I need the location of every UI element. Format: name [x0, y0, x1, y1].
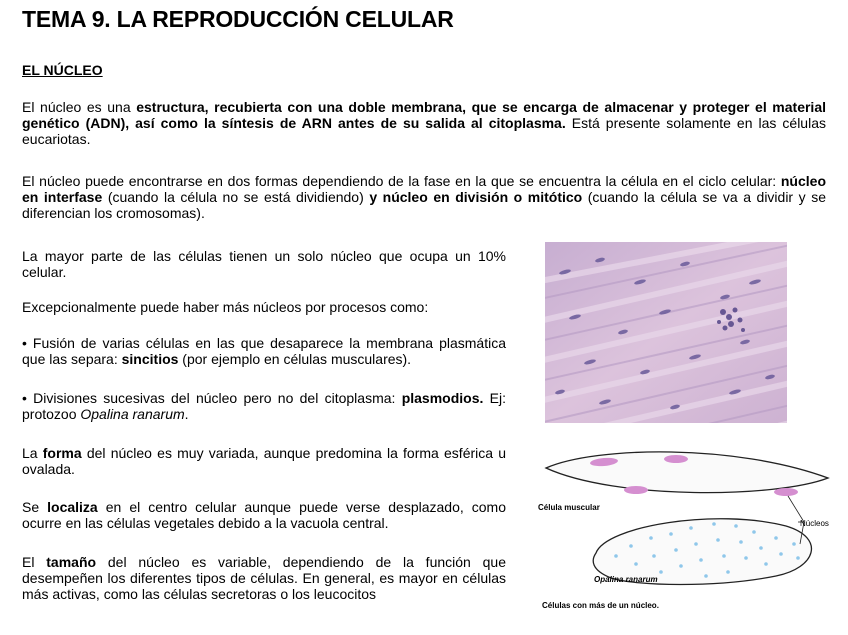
opalina-label: Opalina ranarum [594, 575, 658, 584]
section-heading: EL NÚCLEO [22, 62, 103, 78]
paragraph-forms: El núcleo puede encontrarse en dos formas dependiendo de la fase en la que se encuentra la célula en el ciclo celular: núcleo en interfase (cuando la célula no se está dividiendo) y núcleo en división o mitótico (cuando la célula se va a dividir y se diferencian los cromosomas). [22, 173, 826, 221]
bullet-plasmodia: • Divisiones sucesivas del núcleo pero no del citoplasma: plasmodios. Ej: protozoo Opalina ranarum. [22, 390, 506, 422]
paragraph-exceptions: Excepcionalmente puede haber más núcleos por procesos como: [22, 299, 429, 315]
diagram-caption: Células con más de un núcleo. [542, 601, 659, 610]
muscle-cell-shape [546, 452, 828, 496]
paragraph-definition: El núcleo es una estructura, recubierta con una doble membrana, que se encarga de almacenar y proteger el material genético (ADN), así como la síntesis de ARN antes de su salida al citoplasma. Está presente solamente en las células eucariotas. [22, 99, 826, 147]
paragraph-single-nucleus: La mayor parte de las células tienen un solo núcleo que ocupa un 10% celular. [22, 248, 506, 280]
page-title: TEMA 9. LA REPRODUCCIÓN CELULAR [22, 6, 454, 32]
paragraph-shape: La forma del núcleo es muy variada, aunque predomina la forma esférica u ovalada. [22, 445, 507, 477]
muscle-cell-label: Célula muscular [538, 503, 600, 512]
nuclei-label: Núcleos [800, 519, 829, 528]
paragraph-location: Se localiza en el centro celular aunque puede verse desplazado, como ocurre en las células vegetales debido a la vacuola central. [22, 499, 507, 531]
paragraph-size: El tamaño del núcleo es variable, dependiendo de la función que desempeñen los diferentes tipos de células. En general, es mayor en células más activas, como las células secretoras o los leucocitos [22, 554, 506, 602]
muscle-micrograph [545, 242, 787, 423]
multinucleated-cells-diagram [536, 438, 836, 618]
bullet-syncytia: • Fusión de varias células en las que desaparece la membrana plasmática que las separa: sincitios (por ejemplo en células musculares). [22, 335, 506, 367]
